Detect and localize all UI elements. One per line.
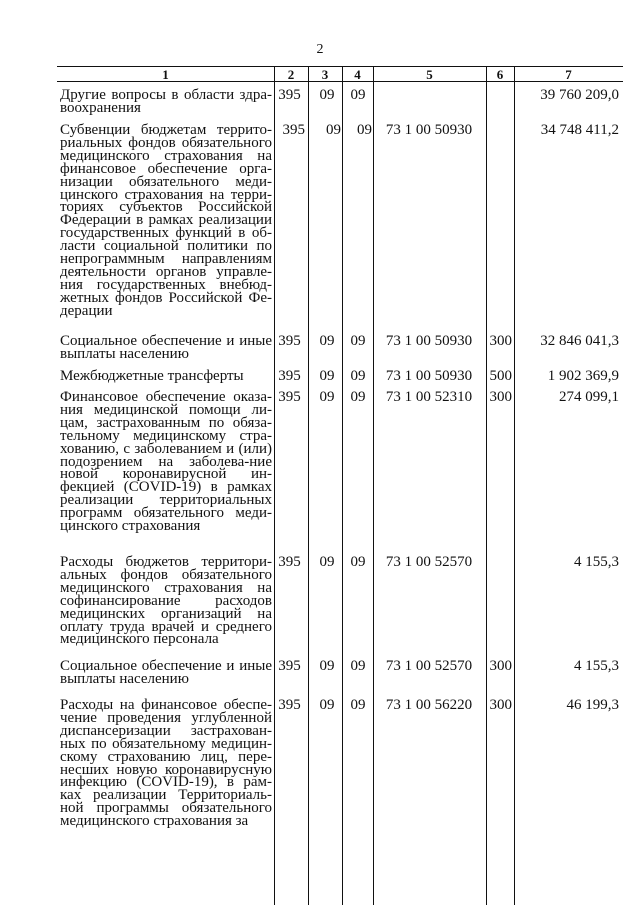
page-number: 2 [316, 42, 324, 57]
row-col-5: 73 1 00 52310 [385, 389, 473, 405]
row-col-2: 395 [278, 87, 301, 103]
row-col-6: 300 [489, 697, 512, 713]
row-name: Социальное обеспечение и иные выплаты населению [60, 658, 272, 687]
row-name: Финансовое обеспечение оказа-ния медицинской помощи ли-цам, застрахованным по обяза-тельному медицинскому стра-хованию, с заболеванием и (или) подозрением на заболева-ние новой коронавирусной ин-фекцией (COVID-19) в рамках реализации территориальных программ обязательного меди-цинского страхования [60, 389, 272, 535]
row-col-5: 73 1 00 50930 [385, 122, 473, 138]
col-divider [373, 66, 374, 905]
row-name: Расходы на финансовое обеспе-чение проведения углубленной диспансеризации застрахован-ных по обязательному медицин-скому страхованию лиц, пере-несших новую коронавирусную инфекцию (COVID-19), в рам-ках реализации Территориаль-ной программы обязательного медицинского страхования за [60, 697, 272, 830]
row-col-6: 300 [489, 333, 512, 349]
row-col-3: 09 [319, 697, 335, 713]
row-col-4: 09 [350, 554, 366, 570]
header-col-7: 7 [565, 67, 572, 82]
header-col-6: 6 [496, 67, 504, 82]
col-divider [342, 66, 343, 905]
row-col-5: 73 1 00 52570 [385, 658, 473, 674]
row-col-6: 500 [489, 368, 512, 384]
row-col-7: 1 902 369,9 [547, 368, 619, 384]
row-col-6: 300 [489, 658, 512, 674]
row-col-4: 09 [350, 333, 366, 349]
row-name: Межбюджетные трансферты [60, 368, 244, 384]
row-col-5: 73 1 00 50930 [385, 368, 473, 384]
row-col-7: 32 846 041,3 [540, 333, 619, 349]
row-col-2: 395 [278, 368, 301, 384]
row-col-7: 46 199,3 [566, 697, 619, 713]
col-divider [486, 66, 487, 905]
row-col-7: 39 760 209,0 [540, 87, 619, 103]
row-col-3: 09 [319, 333, 335, 349]
row-name: Социальное обеспечение и иные выплаты населению [60, 333, 272, 362]
header-col-1: 1 [162, 67, 169, 82]
row-col-2: 395 [278, 389, 301, 405]
row-col-3: 09 [319, 368, 335, 384]
row-col-4: 09 [350, 368, 366, 384]
row-col-2: 395 [278, 333, 301, 349]
col-divider [514, 66, 515, 905]
row-col-3: 09 [319, 554, 335, 570]
row-col-5: 73 1 00 50930 [385, 333, 473, 349]
row-col-5: 73 1 00 52570 [385, 554, 473, 570]
row-col-2: 395 [282, 122, 305, 138]
header-col-3: 3 [321, 67, 329, 82]
row-col-7: 4 155,3 [574, 554, 619, 570]
row-col-2: 395 [278, 554, 301, 570]
row-name: Другие вопросы в области здра-воохранения [60, 87, 272, 116]
row-col-3: 09 [319, 87, 335, 103]
row-col-4: 09 [350, 697, 366, 713]
row-col-4: 09 [350, 389, 366, 405]
header-col-4: 4 [354, 67, 361, 82]
row-col-3: 09 [319, 389, 335, 405]
row-name: Субвенции бюджетам террито-риальных фондов обязательного медицинского страхования на финансовое обеспечение орга-низации обязательного меди-цинского страхования на терри-ториях субъектов Российской Федерации в рамках реализации государственных функций в об-ласти социальной политики по непрограммным направлениям деятельности органов управле-ния государственных внебюд-жетных фондов Российской Фе-дерации [60, 122, 272, 319]
row-col-4: 09 [350, 87, 366, 103]
row-col-5: 73 1 00 56220 [385, 697, 473, 713]
row-col-7: 4 155,3 [574, 658, 619, 674]
header-col-5: 5 [426, 67, 433, 82]
row-name: Расходы бюджетов территори-альных фондов обязательного медицинского страхования на софинансирование расходов медицинских организаций на оплату труда врачей и среднего медицинского персонала [60, 554, 272, 648]
row-col-7: 34 748 411,2 [540, 122, 619, 138]
col-divider [308, 66, 309, 905]
row-col-3: 09 [326, 122, 341, 138]
row-col-6: 300 [489, 389, 512, 405]
row-col-2: 395 [278, 697, 301, 713]
row-col-3: 09 [319, 658, 335, 674]
row-col-4: 09 [350, 658, 366, 674]
row-col-7: 274 099,1 [559, 389, 619, 405]
col-divider [274, 66, 275, 905]
row-col-4: 09 [357, 122, 372, 138]
header-col-2: 2 [287, 67, 295, 82]
row-col-2: 395 [278, 658, 301, 674]
